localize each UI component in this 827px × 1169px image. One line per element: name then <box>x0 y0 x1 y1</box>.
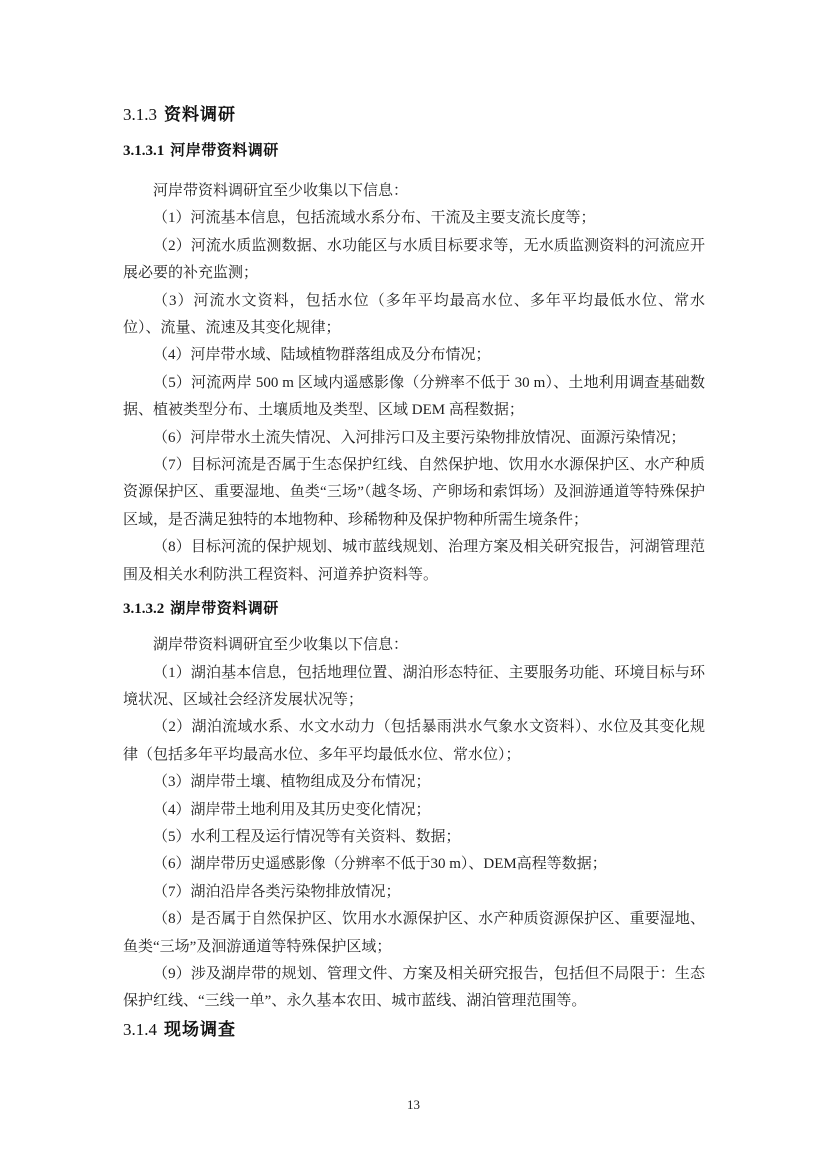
section-heading-3-1-3-1 <box>123 140 705 162</box>
para-lake-item-9: （9）涉及湖岸带的规划、管理文件、方案及相关研究报告，包括但不局限于：生态保护红线、“三线一单”、永久基本农田、城市蓝线、湖泊管理范围等。 <box>123 965 705 1010</box>
para-river-item-2: （2）河流水质监测数据、水功能区与水质目标要求等，无水质监测资料的河流应开展必要的补充监测； <box>123 237 705 282</box>
section-heading-3-1-4 <box>123 1018 705 1042</box>
page-number: 13 <box>407 1097 420 1112</box>
para-lake-item-3: （3）湖岸带土壤、植物组成及分布情况； <box>153 774 431 791</box>
para-river-item-5: （5）河流两岸 500 m 区域内遥感影像（分辨率不低于 30 m）、土地利用调查基础数据、植被类型分布、土壤质地及类型、区域 DEM 高程数据； <box>123 374 705 419</box>
para-river-item-3: （3）河流水文资料，包括水位（多年平均最高水位、多年平均最低水位、常水位）、流量、流速及其变化规律； <box>123 292 705 337</box>
section-number: 3.1.3 <box>123 105 157 124</box>
section-title: 湖岸带资料调研 <box>170 600 279 618</box>
para-river-item-8: （8）目标河流的保护规划、城市蓝线规划、治理方案及相关研究报告，河湖管理范围及相关水利防洪工程资料、河道养护资料等。 <box>123 539 705 583</box>
para-lake-item-1: （1）湖泊基本信息，包括地理位置、湖泊形态特征、主要服务功能、环境目标与环境状况、区域社会经济发展状况等； <box>123 664 705 708</box>
section-number: 3.1.3.1 <box>123 143 165 159</box>
para-lake-item-2: （2）湖泊流域水系、水文水动力（包括暴雨洪水气象水文资料）、水位及其变化规律（包括多年平均最高水位、多年平均最低水位、常水位）； <box>123 719 705 763</box>
para-river-item-7: （7）目标河流是否属于生态保护红线、自然保护地、饮用水水源保护区、水产种质资源保护区、重要湿地、鱼类“三场”（越冬场、产卵场和索饵场）及洄游通道等特殊保护区域，是否满足独特的本地物种、珍稀物种及保护物种所需生境条件； <box>123 457 705 528</box>
para-lake-item-7: （7）湖泊沿岸各类污染物排放情况； <box>153 883 401 900</box>
para-river-item-4: （4）河岸带水域、陆域植物群落组成及分布情况； <box>153 347 491 364</box>
section-title: 河岸带资料调研 <box>170 142 279 159</box>
section-title: 现场调查 <box>164 1019 236 1039</box>
section-heading-3-1-3-2 <box>123 598 705 620</box>
para-lake-item-8: （8）是否属于自然保护区、饮用水水源保护区、水产种质资源保护区、重要湿地、鱼类“三场”及洄游通道等特殊保护区域； <box>123 911 705 955</box>
para-lake-item-4: （4）湖岸带土地利用及其历史变化情况； <box>153 801 431 818</box>
section-title: 资料调研 <box>164 105 236 124</box>
section-number: 3.1.3.2 <box>123 601 165 618</box>
section-number: 3.1.4 <box>123 1019 157 1039</box>
para-river-item-6: （6）河岸带水土流失情况、入河排污口及主要污染物排放情况、面源污染情况； <box>153 429 686 446</box>
para-river-item-1: （1）河流基本信息，包括流域水系分布、干流及主要支流长度等； <box>153 210 596 227</box>
para-lake-item-6: （6）湖岸带历史遥感影像（分辨率不低于30 m）、DEM高程等数据； <box>153 856 607 873</box>
section-heading-3-1-3 <box>123 103 705 127</box>
para-river-intro: 河岸带资料调研宜至少收集以下信息： <box>153 183 409 199</box>
para-lake-intro: 湖岸带资料调研宜至少收集以下信息： <box>153 637 409 654</box>
para-lake-item-5: （5）水利工程及运行情况等有关资料、数据； <box>153 828 461 845</box>
